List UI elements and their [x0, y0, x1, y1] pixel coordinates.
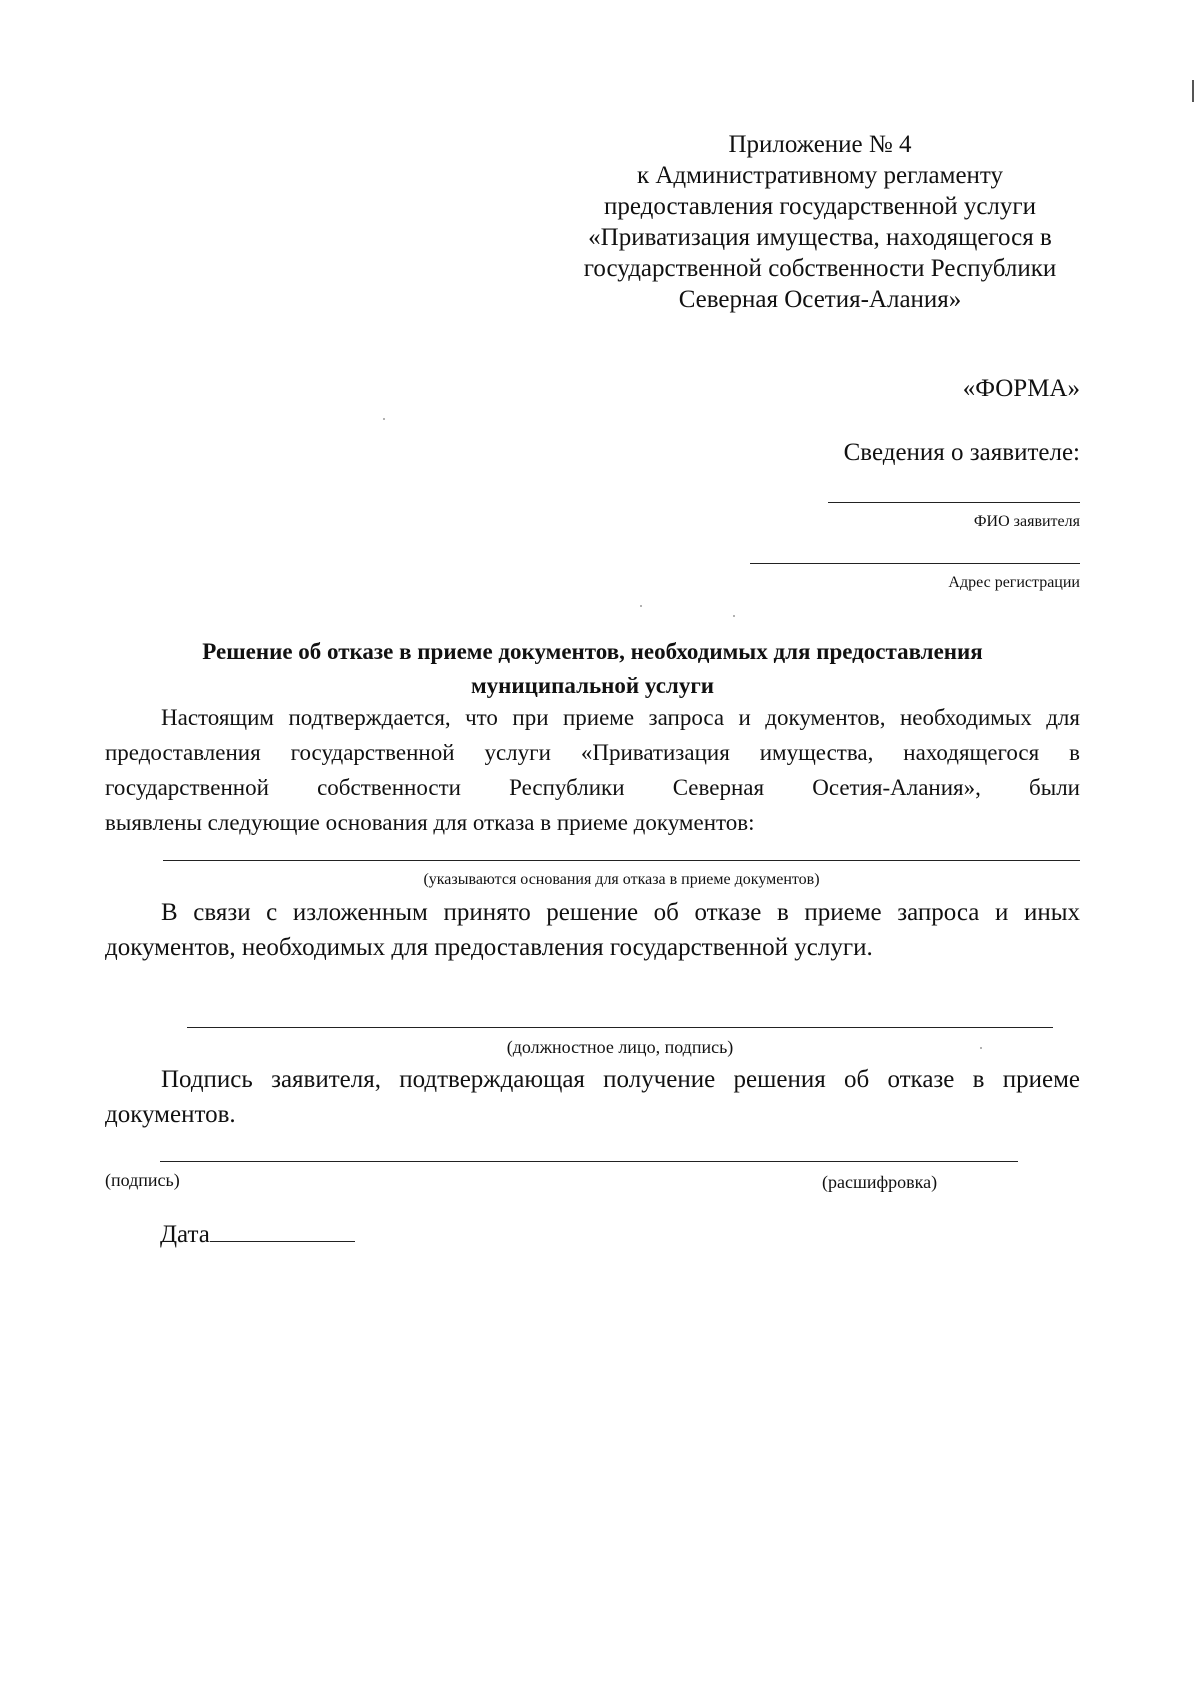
- decoding-caption: (расшифровка): [822, 1172, 938, 1192]
- official-signature-line: [187, 1027, 1053, 1028]
- date-label: Дата: [160, 1221, 210, 1248]
- signature-caption: (подпись): [105, 1170, 180, 1190]
- applicant-address-caption: Адрес регистрации: [948, 574, 1080, 591]
- decision-paragraph: [105, 895, 1080, 965]
- applicant-address-line: [750, 563, 1080, 564]
- date-row: [160, 1220, 355, 1250]
- paragraph-line: В связи с изложенным принято решение об отказе в приеме запроса и иных: [161, 899, 1080, 926]
- scan-speck: [640, 605, 642, 607]
- scan-speck: [733, 615, 735, 617]
- appendix-line: к Административному регламенту: [636, 162, 1004, 189]
- appendix-header: [560, 129, 1080, 315]
- form-label: «ФОРМА»: [962, 375, 1080, 402]
- appendix-line: Приложение № 4: [728, 131, 912, 158]
- paragraph-line: Подпись заявителя, подтверждающая получение решения об отказе в приеме: [161, 1066, 1080, 1093]
- appendix-line: Северная Осетия-Алания»: [678, 286, 962, 313]
- title-line: муниципальной услуги: [470, 673, 715, 698]
- official-caption: (должностное лицо, подпись): [506, 1037, 734, 1057]
- applicant-name-caption: ФИО заявителя: [973, 513, 1080, 530]
- appendix-line: государственной собственности Республики: [583, 255, 1057, 282]
- grounds-caption: (указываются основания для отказа в приеме документов): [423, 871, 820, 888]
- paragraph-line: предоставления государственной услуги «Приватизация имущества, находящегося в: [105, 740, 1080, 765]
- appendix-line: «Приватизация имущества, находящегося в: [588, 224, 1052, 251]
- decision-title: [105, 635, 1080, 703]
- paragraph-line: документов.: [105, 1101, 236, 1128]
- applicant-name-line: [828, 502, 1080, 503]
- date-blank-line: [210, 1241, 355, 1242]
- confirmation-paragraph: [105, 700, 1080, 840]
- grounds-line: [163, 860, 1080, 861]
- scan-edge-mark: [1192, 80, 1194, 102]
- applicant-signature-line: [160, 1161, 1018, 1162]
- paragraph-line: государственной собственности Республики Северная Осетия-Алания», были: [105, 775, 1080, 800]
- applicant-signature-paragraph: [105, 1062, 1080, 1132]
- paragraph-line: документов, необходимых для предоставления государственной услуги.: [105, 934, 873, 961]
- title-line: Решение об отказе в приеме документов, необходимых для предоставления: [202, 639, 983, 664]
- scan-speck: [383, 418, 385, 420]
- paragraph-line: Настоящим подтверждается, что при приеме запроса и документов, необходимых для: [161, 705, 1080, 730]
- applicant-heading: Сведения о заявителе:: [843, 439, 1080, 466]
- paragraph-line: выявлены следующие основания для отказа в приеме документов:: [105, 810, 755, 835]
- appendix-line: предоставления государственной услуги: [603, 193, 1037, 220]
